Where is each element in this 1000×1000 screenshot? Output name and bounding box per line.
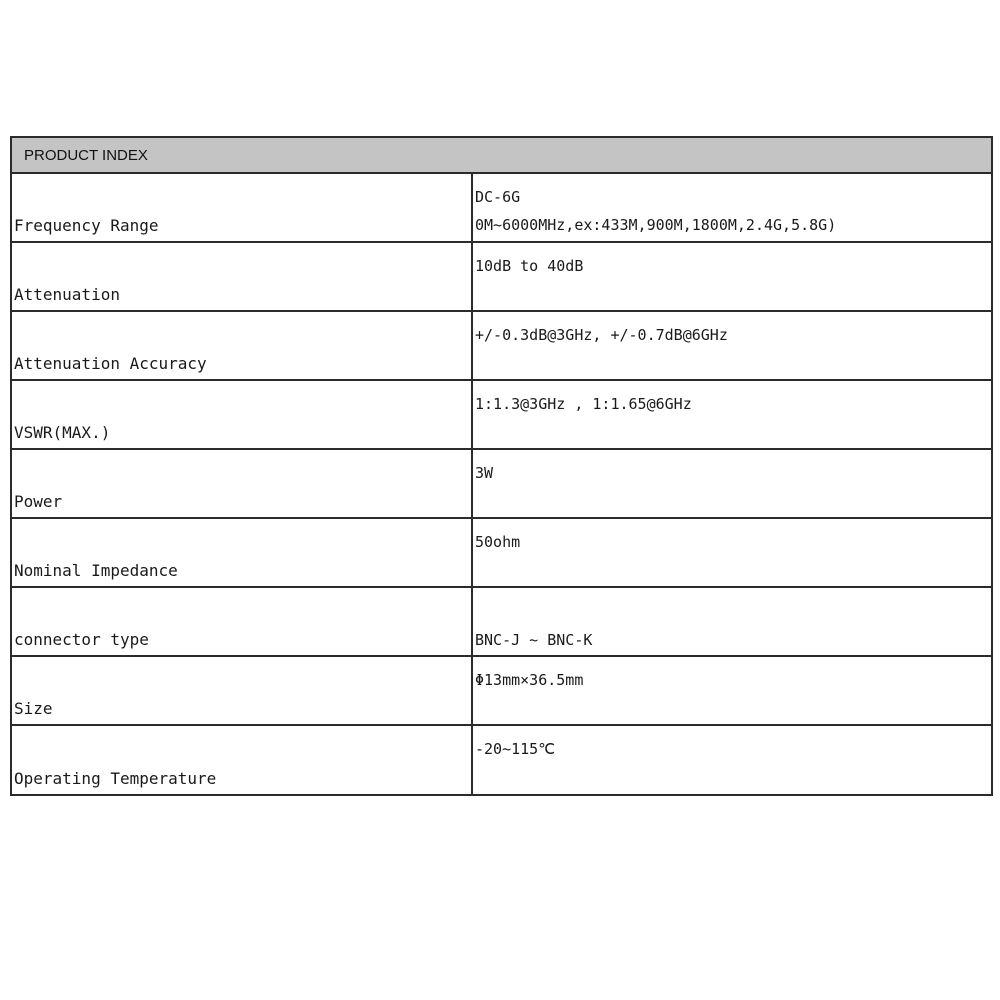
- table-row-vswr: [12, 381, 991, 450]
- row-label: [12, 174, 473, 241]
- table-header: PRODUCT INDEX: [12, 138, 991, 174]
- row-label-text: Attenuation Accuracy: [14, 354, 207, 373]
- table-row-connector-type: [12, 588, 991, 657]
- row-label: [12, 312, 473, 379]
- row-value-text: +/-0.3dB@3GHz, +/-0.7dB@6GHz: [475, 326, 728, 344]
- row-value-text: 3W: [475, 464, 494, 482]
- row-label: [12, 450, 473, 517]
- row-value-text: -20~115℃: [475, 740, 556, 758]
- row-value: [473, 174, 991, 241]
- row-value: [473, 726, 991, 794]
- table-row-operating-temperature: [12, 726, 991, 794]
- row-label: [12, 726, 473, 794]
- row-value-text: DC-6G: [475, 188, 521, 206]
- row-value-text: 50ohm: [475, 533, 521, 551]
- table-row-nominal-impedance: [12, 519, 991, 588]
- row-value: [473, 243, 991, 310]
- row-value-detail: 0M~6000MHz,ex:433M,900M,1800M,2.4G,5.8G): [475, 216, 837, 234]
- row-value: [473, 657, 991, 724]
- row-value: [473, 381, 991, 448]
- row-value: [473, 519, 991, 586]
- row-value-text: Φ13mm×36.5mm: [475, 671, 584, 689]
- row-label-text: Frequency Range: [14, 216, 159, 235]
- table-row-frequency-range: [12, 174, 991, 243]
- row-label: [12, 588, 473, 655]
- row-value-text: BNC-J ~ BNC-K: [475, 631, 593, 649]
- row-label-text: connector type: [14, 630, 149, 649]
- row-value-text: 10dB to 40dB: [475, 257, 584, 275]
- row-label-text: Size: [14, 699, 53, 718]
- row-label: [12, 657, 473, 724]
- table-row-attenuation: [12, 243, 991, 312]
- row-value: [473, 312, 991, 379]
- row-label-text: Attenuation: [14, 285, 120, 304]
- product-index-table: [10, 136, 993, 796]
- row-label: [12, 519, 473, 586]
- table-row-size: [12, 657, 991, 726]
- row-label-text: VSWR(MAX.): [14, 423, 111, 442]
- row-value-text: 1:1.3@3GHz , 1:1.65@6GHz: [475, 395, 692, 413]
- row-label: [12, 243, 473, 310]
- row-value: [473, 450, 991, 517]
- row-value: [473, 588, 991, 655]
- table-row-power: [12, 450, 991, 519]
- row-label-text: Operating Temperature: [14, 769, 217, 788]
- row-label-text: Power: [14, 492, 63, 511]
- row-label-text: Nominal Impedance: [14, 561, 178, 580]
- table-row-attenuation-accuracy: [12, 312, 991, 381]
- row-label: [12, 381, 473, 448]
